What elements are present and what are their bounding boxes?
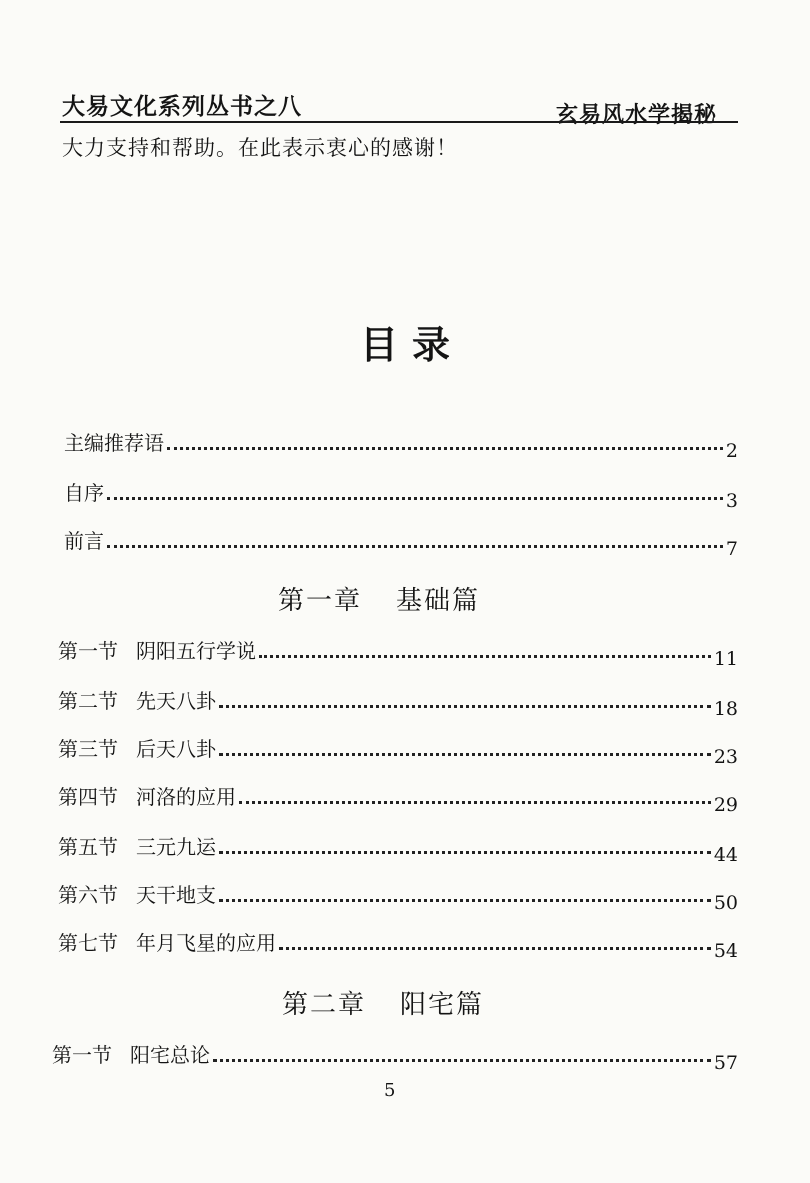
running-header-series: 大易文化系列丛书之八	[62, 94, 302, 120]
section-number: 第二节	[58, 689, 118, 713]
toc-section-entry	[58, 780, 738, 816]
toc-entry-label: 主编推荐语	[64, 431, 164, 455]
intro-text: 大力支持和帮助。在此表示衷心的感谢！	[62, 136, 458, 160]
section-label: 阴阳五行学说	[136, 639, 256, 663]
toc-section-entry	[52, 1038, 738, 1074]
section-page: 29	[713, 794, 738, 816]
dot-leader	[259, 655, 711, 658]
section-number: 第五节	[58, 835, 118, 859]
toc-section-entry	[58, 684, 738, 720]
section-page: 11	[713, 648, 738, 670]
section-number: 第三节	[58, 737, 118, 761]
dot-leader	[219, 753, 711, 756]
chapter-heading	[282, 984, 484, 1021]
dot-leader	[213, 1059, 711, 1062]
toc-section-entry	[58, 878, 738, 914]
section-label: 年月飞星的应用	[136, 931, 276, 955]
section-label: 河洛的应用	[136, 785, 236, 809]
section-page: 23	[713, 746, 738, 768]
chapter-title: 阳宅篇	[400, 990, 485, 1020]
section-page: 44	[713, 844, 738, 866]
section-number: 第一节	[58, 639, 118, 663]
toc-entry-page: 2	[725, 440, 738, 462]
section-label: 天干地支	[136, 883, 216, 907]
toc-section-entry	[58, 830, 738, 866]
toc-section-entry	[58, 926, 738, 962]
toc-entry-label: 自序	[64, 481, 104, 505]
toc-entry	[64, 476, 738, 512]
dot-leader	[107, 545, 723, 548]
dot-leader	[219, 705, 711, 708]
section-number: 第四节	[58, 785, 118, 809]
section-label: 三元九运	[136, 835, 216, 859]
dot-leader	[167, 447, 723, 450]
section-number: 第七节	[58, 931, 118, 955]
section-page: 54	[713, 940, 738, 962]
dot-leader	[279, 947, 711, 950]
section-label: 先天八卦	[136, 689, 216, 713]
dot-leader	[219, 899, 711, 902]
section-page: 57	[713, 1052, 738, 1074]
chapter-number: 第二章	[282, 990, 367, 1020]
dot-leader	[107, 497, 723, 500]
toc-title: 目录	[360, 323, 465, 367]
chapter-heading	[278, 580, 480, 617]
dot-leader	[219, 851, 711, 854]
chapter-title: 基础篇	[396, 586, 481, 616]
dot-leader	[239, 801, 711, 804]
header-rule	[60, 121, 738, 123]
toc-section-entry	[58, 634, 738, 670]
section-number: 第一节	[52, 1043, 112, 1067]
section-page: 50	[713, 892, 738, 914]
toc-section-entry	[58, 732, 738, 768]
toc-entry-page: 3	[725, 490, 738, 512]
section-number: 第六节	[58, 883, 118, 907]
toc-entry-label: 前言	[64, 529, 104, 553]
section-page: 18	[713, 698, 738, 720]
section-label: 后天八卦	[136, 737, 216, 761]
toc-entry	[64, 426, 738, 462]
running-header-title: 玄易风水学揭秘	[556, 103, 718, 128]
toc-entry-page: 7	[725, 538, 738, 560]
toc-entry	[64, 524, 738, 560]
section-label: 阳宅总论	[130, 1043, 210, 1067]
chapter-number: 第一章	[278, 586, 363, 616]
page-number: 5	[384, 1080, 396, 1101]
